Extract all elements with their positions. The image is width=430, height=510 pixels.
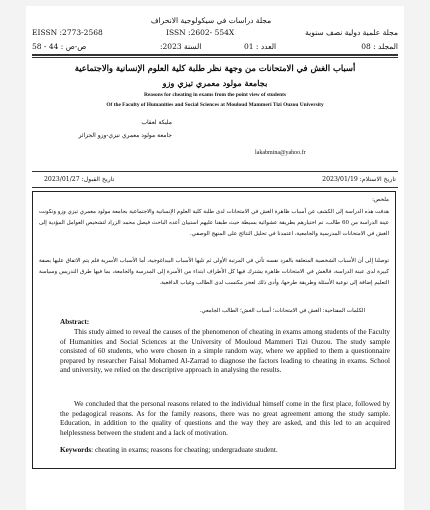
pages-wrap — [32, 42, 86, 51]
eissn: EISSN :2773-2568 — [32, 28, 103, 37]
abstract-paragraph-1: This study aimed to reveal the causes of the phenomenon of cheating in exams among students of the Faculty of Humanities and Social Sciences at the University of Mouloud Mammeri Tizi Ouzou. The study sample consisted of 60 students, who were chosen in a simple random way, where we applied to them a questionnaire prepared by researcher Faisal Mohamed Al-Zarrad to diagnose the factors leading to cheating in exams. School and university, we relied on the descriptive approach in analysing the results. — [60, 328, 390, 375]
keywords-label: Keywords — [60, 446, 92, 454]
header-row-1 — [32, 28, 103, 37]
year-wrap — [160, 42, 201, 51]
issn: ISSN :2602- 554X — [166, 28, 235, 37]
year: السنة 2023: — [160, 42, 202, 51]
title-english-line2: Of the Faculty of Humanities and Social Sciences at Mouloud Mammeri Tizi Ouzou University — [106, 102, 324, 108]
summary-heading: ملخص: — [372, 197, 389, 203]
issue: العدد : 01 — [244, 42, 277, 51]
journal-type-wrap — [305, 28, 398, 37]
dates-rule-bottom — [32, 187, 398, 188]
header-divider-thin — [32, 57, 398, 58]
keywords-text: : cheating in exams; reasons for cheating; undergraduate student. — [91, 446, 278, 454]
title-english-line1: Reasons for cheating in exams from the point view of students — [143, 92, 287, 98]
issn-wrap — [166, 28, 234, 37]
summary-paragraph-1: هدفت هذه الدراسة إلى الكشف عن أسباب ظاهرة الغش في الامتحانات لدى طلبة كلية العلوم الإنسانية والاجتماعية بجامعة مولود معمري تيزي وزو وتكونت عينة الدراسة من 60 طالب، تم اختيارهم بطريقة عشوائية بسيطة حيث طبقنا عليهم استبيان أعده الباحث فيصل محمد الزراد لتشخيص العوامل المؤدية إلى الغش في الامتحانات المدرسية والجامعية، اعتمدنا في تحليل النتائج على المنهج الوصفي. — [39, 209, 389, 237]
dates-rule-top — [32, 171, 398, 172]
issue-wrap — [244, 42, 276, 51]
abstract-paragraph-2: We concluded that the personal reasons related to the individual himself come in the first place, followed by the pedagogical reasons. As for the family reasons, there was no great agreement among the study sample. Education, in addition to the quality of questions and the way they are asked, and this led to an acquired helplessness between the student and a lack of motivation. — [60, 400, 390, 437]
volume: المجلد : 08 — [361, 42, 398, 51]
abstract-keywords — [60, 446, 390, 456]
summary-paragraph-2: توصلنا إلى أن الأسباب الشخصية المتعلقة بالفرد نفسه تأتي في المرتبة الأولى ثم تليها الأسباب البيداغوجية، أما الأسباب الأسرية فلم يتم الاتفاق عليها بصفة كبيرة لدى عينة الدراسة، فالغش في الامتحانات ظاهرة يشترك فيها كل الأطراف ابتداء من الأسرة إلى المدرسة والجامعة، بما فيها طرق التدريس وسياسة التعليم إضافة إلى نوعية الأسئلة وطريقة طرحها، وأدى ذلك لعجز مكتسب لدى الطالب وغياب الدافعية. — [39, 258, 389, 286]
journal-name: مجلة دراسات في سيكولوجية الانحراف — [150, 16, 272, 25]
journal-type: مجلة علمية دولية نصف سنوية — [305, 28, 398, 37]
date-received: تاريخ الاستلام: 2023/01/19 — [322, 176, 396, 183]
summary-keywords: الكلمات المفتاحية: الغش في الامتحانات؛ أسباب الغش؛ الطالب الجامعي. — [199, 308, 365, 314]
abstract-heading: Abstract: — [60, 318, 90, 326]
volume-wrap — [361, 42, 398, 51]
paper-page — [26, 6, 404, 510]
date-accepted: تاريخ القبول: 2023/01/27 — [44, 176, 115, 183]
pages: ص-ص : 44 - 58 — [32, 42, 87, 51]
header-divider — [32, 54, 398, 56]
author-email[interactable]: lakabmina@yahoo.fr — [255, 150, 306, 156]
title-arabic: أسباب الغش في الامتحانات من وجهة نظر طلبة كلية العلوم الإنسانية والاجتماعية — [74, 63, 356, 73]
author-name: مليكة لعقاب — [141, 119, 172, 126]
subtitle-arabic: بجامعة مولود معمري تيزي وزو — [162, 78, 268, 88]
author-affiliation: جامعة مولود معمري تيزي-وزو الجزائر — [78, 132, 172, 139]
